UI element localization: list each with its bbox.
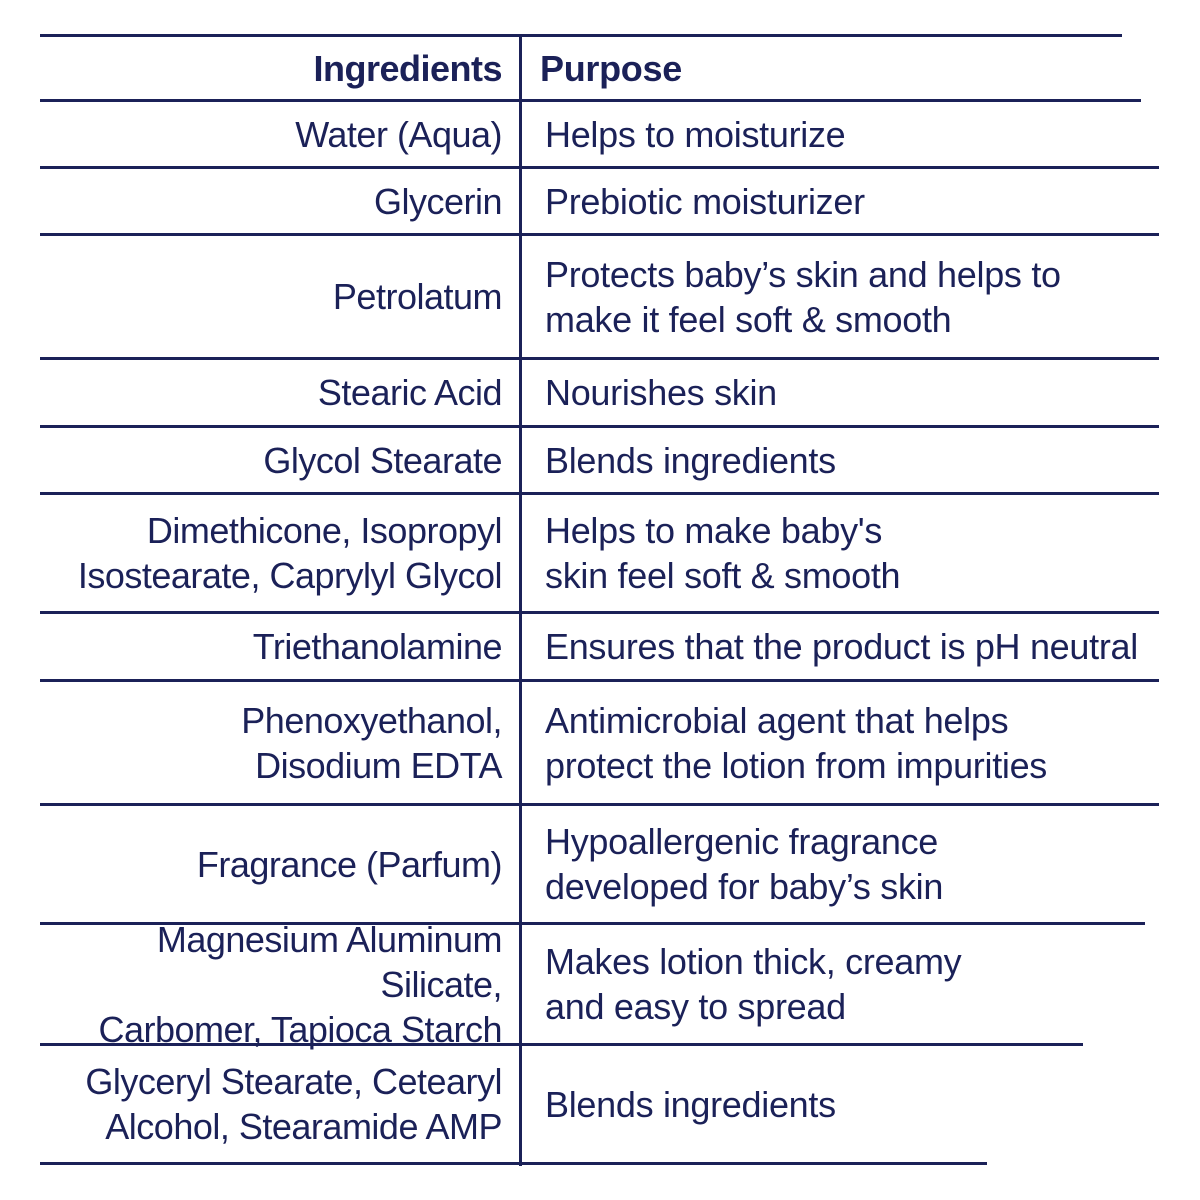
purpose-cell: Hypoallergenic fragrance developed for baby’s skin: [545, 821, 944, 907]
table-row: [0, 360, 1200, 425]
header-ingredients: Ingredients: [313, 47, 502, 89]
purpose-cell: Blends ingredients: [545, 1083, 836, 1125]
purpose-cell: Antimicrobial agent that helps protect the lotion from impurities: [545, 699, 1048, 786]
ingredient-cell: Dimethicone, Isopropyl Isostearate, Caprylyl Glycol: [77, 510, 502, 596]
table-row: [0, 806, 1200, 922]
table-row: [0, 614, 1200, 679]
ingredient-cell: Phenoxyethanol, Disodium EDTA: [241, 699, 502, 786]
table-row: [0, 1046, 1200, 1162]
purpose-cell: Prebiotic moisturizer: [545, 180, 865, 222]
table-row: [0, 236, 1200, 357]
ingredient-cell: Glycerin: [373, 180, 502, 222]
purpose-cell: Makes lotion thick, creamy and easy to spread: [545, 941, 962, 1027]
ingredient-cell: Glyceryl Stearate, Cetearyl Alcohol, Stearamide AMP: [85, 1061, 502, 1147]
table-row: [0, 428, 1200, 492]
purpose-cell: Helps to moisturize: [545, 113, 846, 155]
table-row: [0, 102, 1200, 166]
purpose-cell: Helps to make baby's skin feel soft & smooth: [545, 510, 901, 596]
rule-bottom: [40, 1162, 987, 1165]
purpose-cell: Blends ingredients: [545, 439, 836, 481]
ingredient-cell: Magnesium Aluminum Silicate, Carbomer, Tapioca Starch: [98, 918, 502, 1050]
ingredient-cell: Fragrance (Parfum): [196, 843, 502, 885]
purpose-cell: Protects baby’s skin and helps to make it feel soft & smooth: [545, 253, 1061, 340]
ingredient-cell: Triethanolamine: [252, 626, 502, 667]
header-purpose: Purpose: [540, 47, 682, 89]
ingredient-cell: Stearic Acid: [317, 372, 502, 413]
ingredient-cell: Water (Aqua): [295, 113, 502, 155]
table-row: [0, 169, 1200, 233]
table-header-row: [0, 37, 1200, 99]
purpose-cell: Nourishes skin: [545, 372, 777, 413]
ingredient-cell: Glycol Stearate: [263, 439, 502, 481]
ingredient-cell: Petrolatum: [332, 276, 502, 317]
purpose-cell: Ensures that the product is pH neutral: [545, 626, 1138, 667]
table-row: [0, 918, 1200, 1050]
table-row: [0, 682, 1200, 803]
table-row: [0, 495, 1200, 611]
